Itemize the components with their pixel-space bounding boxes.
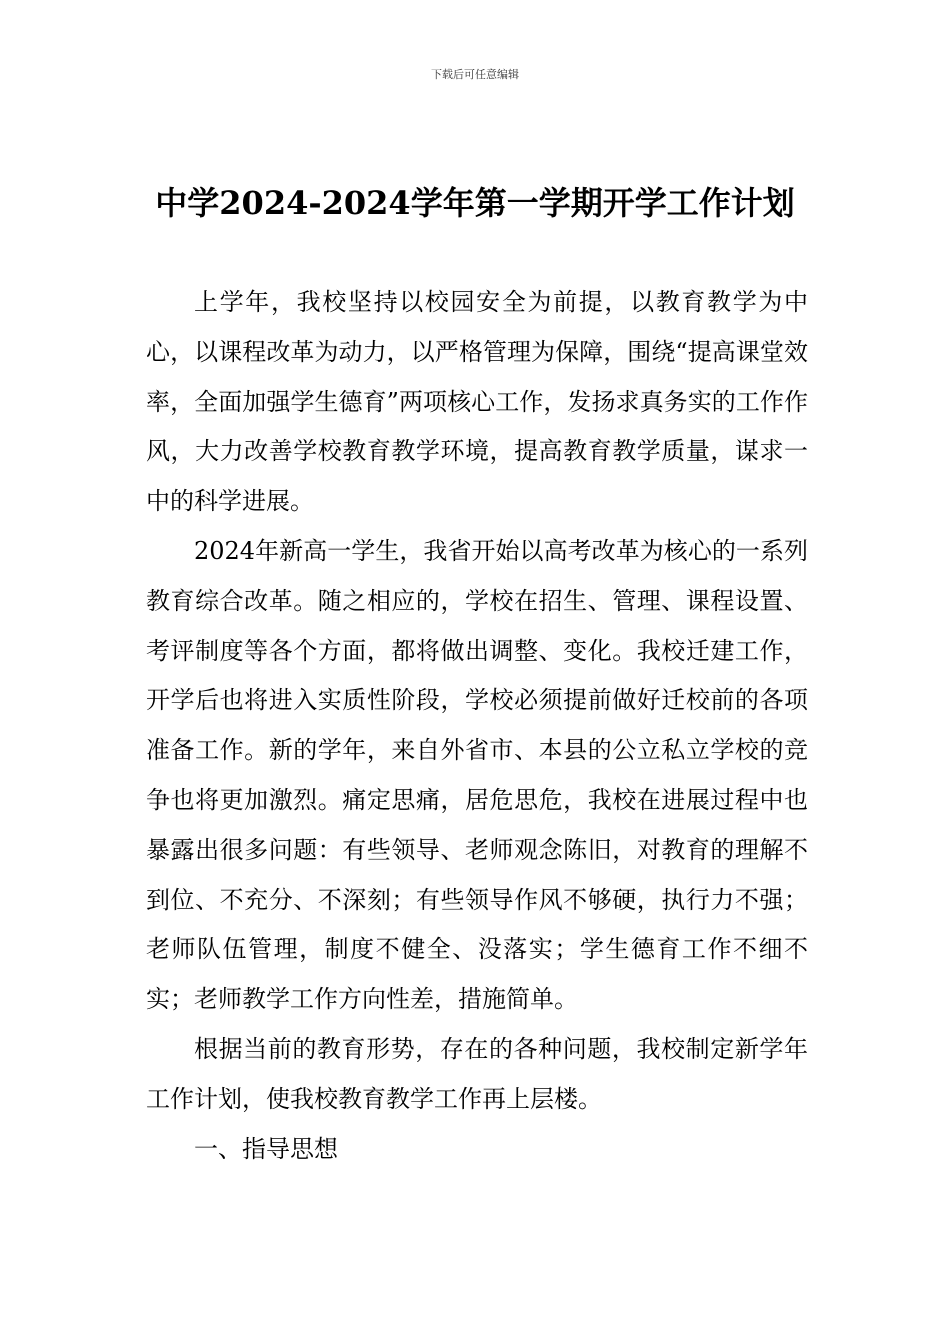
paragraph-purpose: 根据当前的教育形势，存在的各种问题，我校制定新学年工作计划，使我校教育教学工作再上层楼。 xyxy=(146,1034,808,1113)
document-body xyxy=(146,278,808,1174)
download-note: 下载后可任意编辑 xyxy=(431,68,519,81)
paragraph-intro: 上学年，我校坚持以校园安全为前提，以教育教学为中心，以课程改革为动力，以严格管理为保障，围绕“提高课堂效率，全面加强学生德育”两项核心工作，发扬求真务实的工作作风，大力改善学校教育教学环境，提高教育教学质量，谋求一中的科学进展。 xyxy=(146,288,808,516)
document-title: 中学2024-2024学年第一学期开学工作计划 xyxy=(155,184,795,222)
paragraph-background: 2024年新高一学生，我省开始以高考改革为核心的一系列教育综合改革。随之相应的，学校在招生、管理、课程设置、考评制度等各个方面，都将做出调整、变化。我校迁建工作，开学后也将进入实质性阶段，学校必须提前做好迁校前的各项准备工作。新的学年，来自外省市、本县的公立私立学校的竞争也将更加激烈。痛定思痛，居危思危，我校在进展过程中也暴露出很多问题：有些领导、老师观念陈旧，对教育的理解不到位、不充分、不深刻；有些领导作风不够硬，执行力不强；老师队伍管理，制度不健全、没落实；学生德育工作不细不实；老师教学工作方向性差，措施简单。 xyxy=(146,536,808,1014)
section-heading-guiding-thought: 一、指导思想 xyxy=(194,1134,338,1163)
